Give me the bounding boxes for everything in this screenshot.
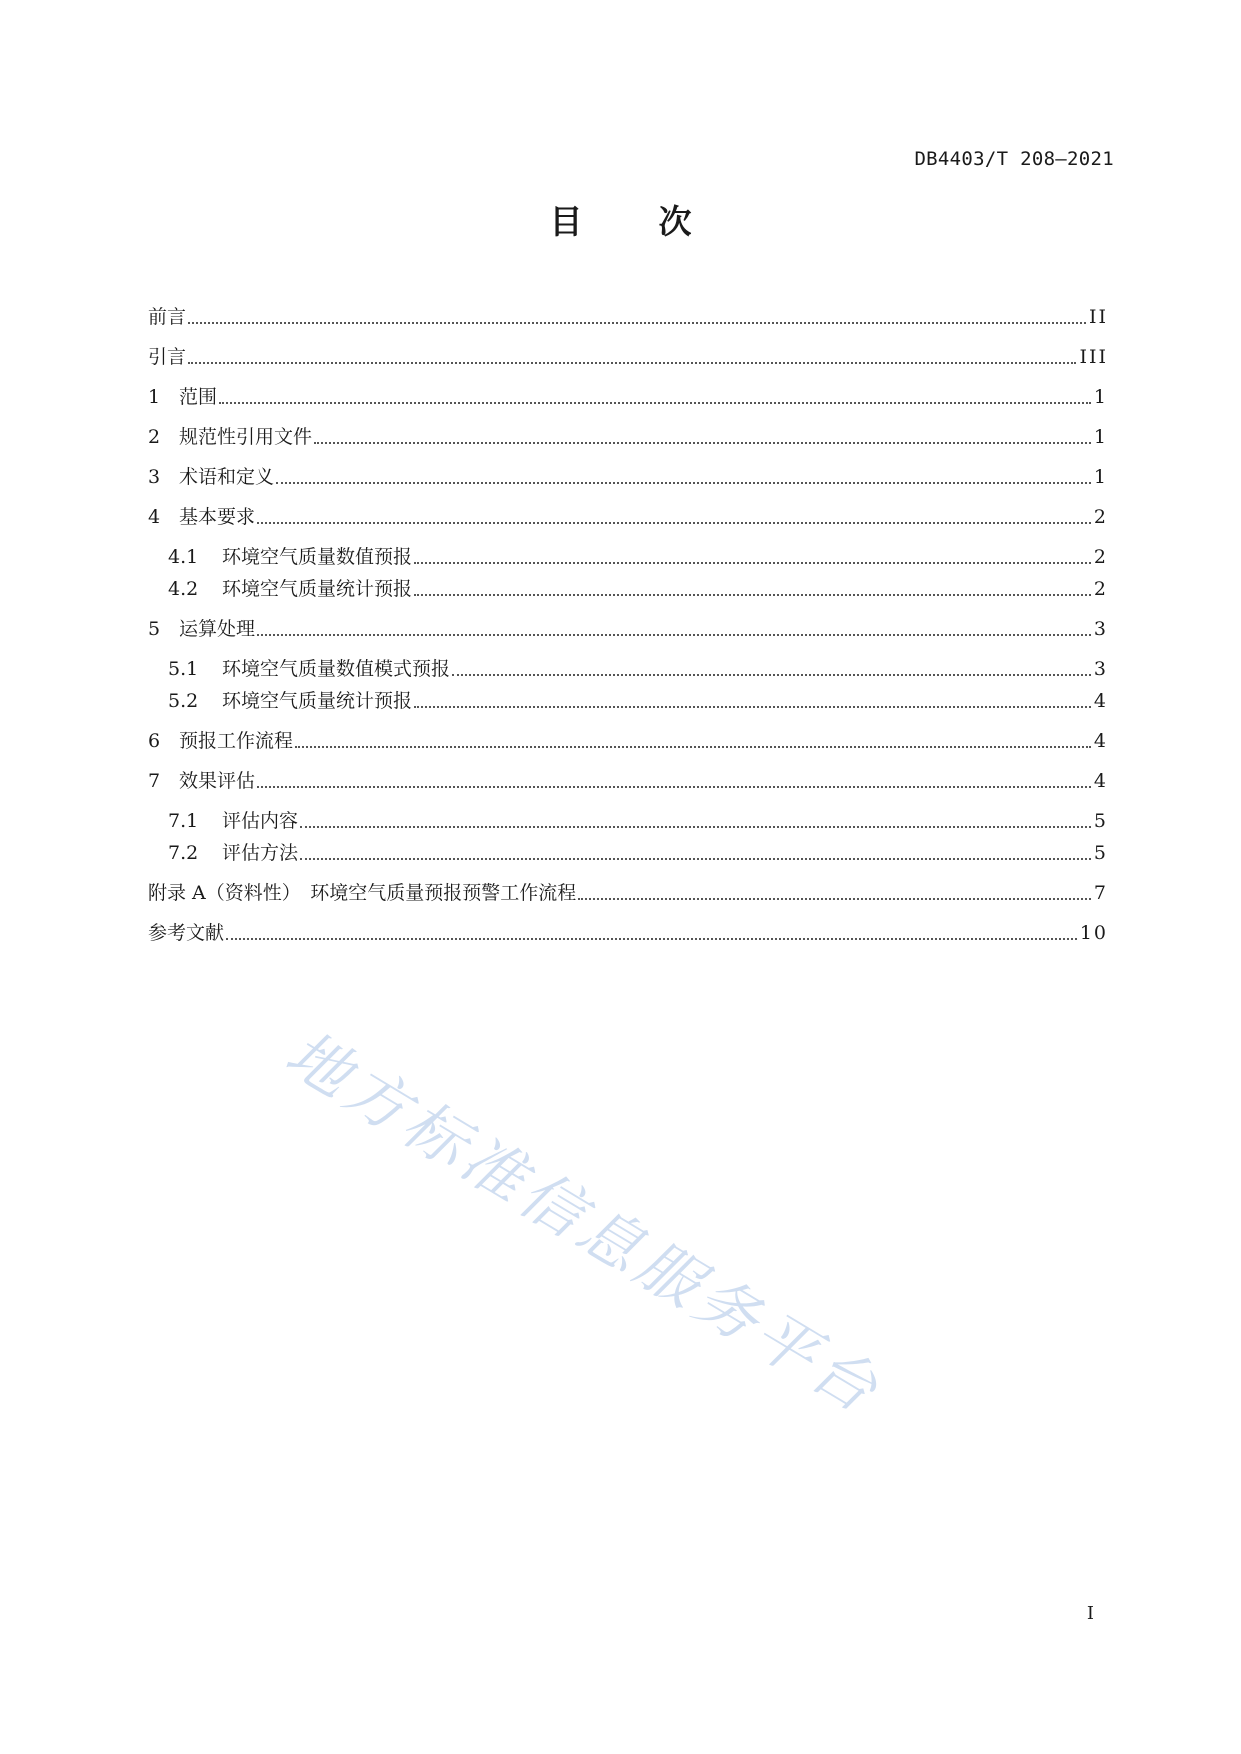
toc-entry-basic-requirements[interactable] [148,503,1108,531]
toc-entry-text: 引言 [148,346,187,368]
toc-dot-leader [257,633,1091,636]
toc-entry-text: 效果评估 [179,770,256,792]
toc-page-number: 3 [1093,658,1108,680]
toc-entry-text: 范围 [179,386,218,408]
toc-entry-evaluation[interactable] [148,767,1108,795]
toc-entry-5-1[interactable] [168,655,1108,683]
toc-entry-text: 前言 [148,306,187,328]
toc-entry-number: 4.2 [168,578,199,600]
toc-dot-leader [276,481,1091,484]
toc-page-number: 3 [1093,618,1108,640]
toc-entry-text: 环境空气质量数值预报 [222,546,413,568]
toc-dot-leader [188,361,1076,364]
toc-dot-leader [452,673,1091,676]
toc-entry-5-2[interactable] [168,687,1108,715]
toc-entry-4-1[interactable] [168,543,1108,571]
toc-page-number: 2 [1093,546,1108,568]
toc-title-char-2: 次 [658,202,692,241]
toc-dot-leader [578,897,1091,900]
toc-entry-processing[interactable] [148,615,1108,643]
toc-entry-text: 环境空气质量统计预报 [222,690,413,712]
toc-page-number: 1 [1093,466,1108,488]
toc-entry-workflow[interactable] [148,727,1108,755]
toc-entry-number: 4.1 [168,546,199,568]
toc-entry-number: 3 [148,466,161,488]
toc-entry-number: 5 [148,618,161,640]
toc-page-number: 7 [1093,882,1108,904]
toc-dot-leader [414,705,1091,708]
toc-entry-7-2[interactable] [168,839,1108,867]
toc-entry-number: 7.1 [168,810,199,832]
toc-entry-number: 5.1 [168,658,199,680]
toc-dot-leader [314,441,1091,444]
toc-dot-leader [300,825,1091,828]
toc-entry-bibliography[interactable] [148,919,1108,947]
toc-entry-7-1[interactable] [168,807,1108,835]
toc-dot-leader [300,857,1091,860]
toc-entry-number: 1 [148,386,161,408]
watermark-text: 地方标准信息服务平台 [273,1016,895,1429]
toc-entry-scope[interactable] [148,383,1108,411]
toc-dot-leader [257,785,1091,788]
toc-entry-text: 评估方法 [222,842,299,864]
toc-dot-leader [219,401,1091,404]
toc-entry-text: 运算处理 [179,618,256,640]
toc-entry-text: 环境空气质量数值模式预报 [222,658,451,680]
toc-entry-introduction[interactable] [148,343,1108,371]
standard-code: DB4403/T 208—2021 [914,148,1114,170]
toc-entry-text: 基本要求 [179,506,256,528]
toc-page-number: 4 [1093,730,1108,752]
toc-page-number: 5 [1093,810,1108,832]
toc-dot-leader [295,745,1091,748]
toc-entry-text: 环境空气质量统计预报 [222,578,413,600]
toc-entry-text: 评估内容 [222,810,299,832]
toc-entry-text: 参考文献 [148,922,225,944]
toc-entry-number: 5.2 [168,690,199,712]
toc-page-number: 2 [1093,506,1108,528]
toc-entry-text: 附录 A（资料性） 环境空气质量预报预警工作流程 [148,882,577,904]
toc-page-number: 4 [1093,770,1108,792]
toc-entry-text: 术语和定义 [179,466,275,488]
toc-page-number: 10 [1079,922,1108,944]
toc-entry-terms-definitions[interactable] [148,463,1108,491]
toc-entry-number: 4 [148,506,161,528]
toc-entry-annex-a[interactable] [148,879,1108,907]
toc-page-number: II [1088,306,1108,328]
toc-dot-leader [257,521,1091,524]
toc-dot-leader [226,937,1077,940]
toc-page-number: 1 [1093,386,1108,408]
toc-entry-4-2[interactable] [168,575,1108,603]
toc-dot-leader [414,593,1091,596]
toc-dot-leader [188,321,1086,324]
toc-page-number: 5 [1093,842,1108,864]
toc-entry-text: 规范性引用文件 [179,426,313,448]
toc-entry-number: 6 [148,730,161,752]
toc-entry-foreword[interactable] [148,303,1108,331]
toc-page-number: III [1079,346,1108,368]
page-number: I [1086,1603,1094,1624]
toc-title [0,196,1241,243]
toc-dot-leader [414,561,1091,564]
toc-page-number: 4 [1093,690,1108,712]
toc-entry-number: 7 [148,770,161,792]
toc-entry-text: 预报工作流程 [179,730,294,752]
toc-entry-number: 2 [148,426,161,448]
toc-page-number: 2 [1093,578,1108,600]
toc-entry-number: 7.2 [168,842,199,864]
toc-title-char-1: 目 [549,202,583,241]
toc-entry-normative-references[interactable] [148,423,1108,451]
toc-page-number: 1 [1093,426,1108,448]
